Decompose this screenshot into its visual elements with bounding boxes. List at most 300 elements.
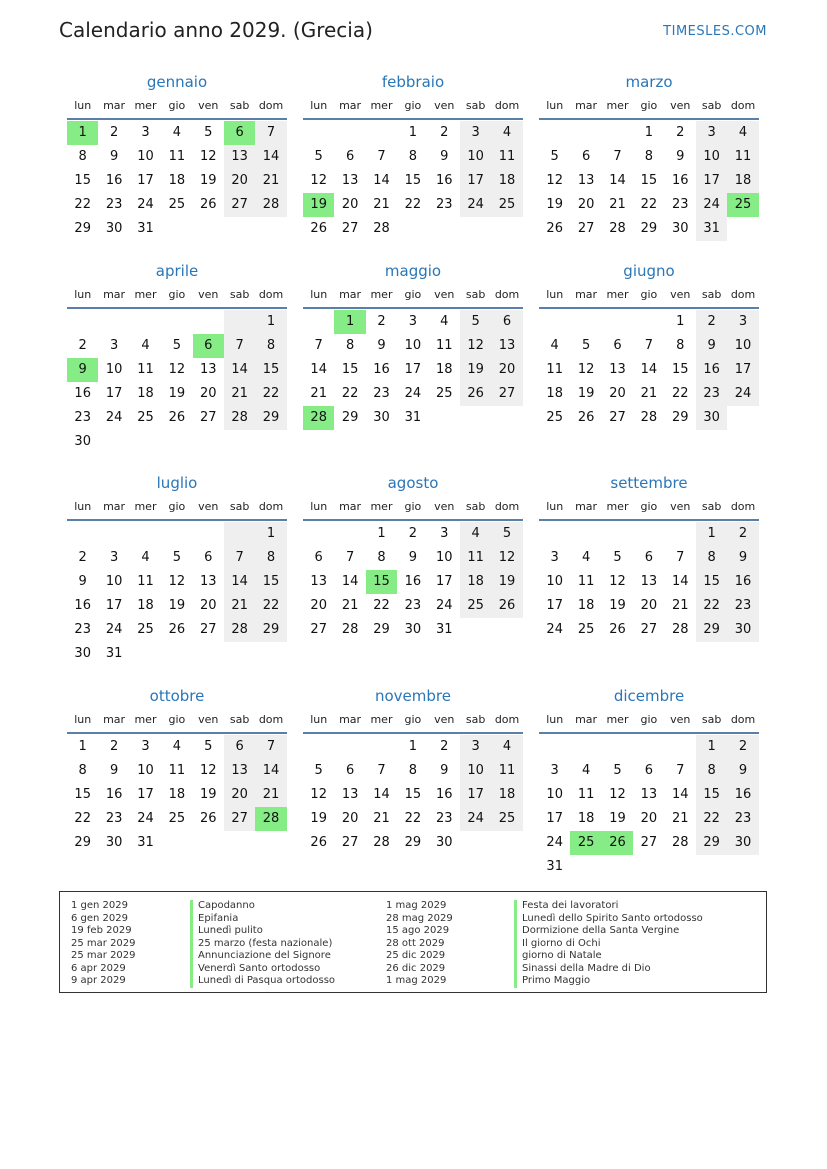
empty-cell	[161, 522, 192, 546]
weekday-label: dom	[494, 713, 520, 726]
day-cell: 19	[546, 197, 563, 212]
weekday-label: dom	[730, 288, 756, 301]
empty-cell	[727, 406, 758, 430]
weekday-label: lun	[310, 288, 328, 301]
day-cell: 8	[676, 338, 685, 353]
day-cell: 28	[224, 618, 255, 642]
day-cell: 7	[644, 338, 653, 353]
day-cell: 26	[310, 835, 327, 850]
day-cell: 17	[460, 783, 491, 807]
day-cell: 1	[408, 125, 417, 140]
empty-cell	[193, 522, 224, 546]
day-cell: 15	[255, 358, 286, 382]
day-cell: 22	[640, 197, 658, 212]
empty-cell	[161, 217, 192, 241]
empty-cell	[727, 855, 758, 879]
day-cell: 9	[440, 763, 449, 778]
legend-entry: 1 mag 2029	[386, 900, 447, 911]
empty-cell	[429, 217, 460, 241]
day-cell: 23	[671, 197, 689, 212]
day-cell: 14	[310, 362, 327, 377]
weekday-label: gio	[640, 99, 658, 112]
day-cell: 8	[255, 334, 286, 358]
day-cell: 13	[224, 145, 255, 169]
legend-entry: 1 mag 2029	[386, 975, 447, 986]
weekday-label: ven	[670, 500, 691, 513]
day-cell: 4	[141, 338, 150, 353]
day-cell: 28	[671, 835, 689, 850]
day-cell: 24	[460, 193, 491, 217]
empty-cell	[98, 430, 129, 454]
month-name: marzo	[625, 73, 673, 91]
day-cell: 9	[440, 149, 449, 164]
day-cell: 14	[373, 173, 390, 188]
day-cell: 17	[460, 169, 491, 193]
weekday-label: mar	[575, 500, 598, 513]
empty-cell	[491, 217, 522, 241]
day-cell: 19	[168, 598, 186, 613]
day-cell: 23	[727, 594, 758, 618]
day-cell: 29	[255, 618, 286, 642]
day-cell: 11	[546, 362, 563, 377]
day-cell: 7	[224, 334, 255, 358]
weekday-label: lun	[310, 99, 328, 112]
month-name: ottobre	[149, 687, 205, 705]
empty-cell	[193, 642, 224, 666]
day-cell: 17	[137, 173, 154, 188]
empty-cell	[334, 522, 365, 546]
day-cell: 28	[671, 622, 689, 637]
day-cell: 20	[199, 386, 217, 401]
day-cell: 30	[727, 618, 758, 642]
month-name: febbraio	[381, 73, 445, 91]
weekday-label: lun	[546, 288, 564, 301]
holiday-day: 6	[193, 334, 224, 358]
day-cell: 25	[137, 410, 154, 425]
empty-cell	[224, 831, 255, 855]
day-cell: 20	[224, 169, 255, 193]
holiday-legend	[59, 891, 767, 993]
weekday-label: mar	[339, 500, 362, 513]
day-cell: 16	[727, 570, 758, 594]
day-cell: 21	[310, 386, 327, 401]
day-cell: 13	[341, 787, 359, 802]
day-cell: 4	[172, 125, 181, 140]
weekday-label: sab	[465, 500, 486, 513]
day-cell: 20	[341, 197, 359, 212]
holiday-day: 28	[303, 406, 334, 430]
weekday-label: mer	[606, 500, 629, 513]
day-cell: 23	[74, 410, 91, 425]
empty-cell	[334, 735, 365, 759]
weekday-label: mar	[103, 288, 126, 301]
weekday-label: mar	[575, 713, 598, 726]
day-cell: 13	[577, 173, 595, 188]
day-cell: 26	[310, 221, 327, 236]
weekday-header	[67, 497, 287, 521]
day-cell: 26	[577, 410, 595, 425]
empty-cell	[366, 121, 397, 145]
empty-cell	[193, 831, 224, 855]
day-cell: 3	[550, 550, 559, 565]
day-cell: 18	[727, 169, 758, 193]
day-grid	[303, 735, 523, 855]
empty-cell	[303, 310, 334, 334]
day-cell: 23	[435, 197, 453, 212]
weekday-label: mer	[606, 713, 629, 726]
day-grid	[67, 310, 287, 454]
day-cell: 19	[199, 787, 217, 802]
day-cell: 10	[460, 759, 491, 783]
day-cell: 25	[137, 622, 154, 637]
empty-cell	[570, 855, 601, 879]
weekday-label: dom	[494, 500, 520, 513]
month-name: aprile	[155, 262, 199, 280]
day-cell: 19	[491, 570, 522, 594]
day-cell: 16	[404, 574, 422, 589]
holiday-day: 9	[67, 358, 98, 382]
day-cell: 25	[577, 622, 595, 637]
day-cell: 11	[460, 546, 491, 570]
day-cell: 18	[577, 598, 595, 613]
empty-cell	[491, 406, 522, 430]
day-cell: 20	[640, 598, 658, 613]
holiday-day: 26	[602, 831, 633, 855]
weekday-label: sab	[465, 99, 486, 112]
day-cell: 21	[640, 386, 658, 401]
day-cell: 5	[460, 310, 491, 334]
empty-cell	[224, 430, 255, 454]
day-cell: 10	[105, 362, 123, 377]
day-cell: 18	[168, 787, 186, 802]
legend-dates-1	[71, 900, 136, 988]
day-cell: 28	[640, 410, 658, 425]
weekday-label: mar	[103, 500, 126, 513]
empty-cell	[696, 855, 727, 879]
empty-cell	[224, 217, 255, 241]
month-febbraio	[303, 72, 523, 241]
legend-entry: 1 gen 2029	[71, 900, 129, 911]
weekday-header	[67, 710, 287, 734]
day-grid	[539, 310, 759, 430]
day-cell: 13	[199, 362, 217, 377]
day-cell: 3	[109, 550, 119, 565]
day-cell: 26	[199, 197, 217, 212]
day-cell: 4	[172, 739, 181, 754]
day-cell: 3	[727, 310, 758, 334]
weekday-label: mar	[339, 99, 362, 112]
day-cell: 28	[341, 622, 359, 637]
day-cell: 2	[696, 310, 727, 334]
day-cell: 29	[373, 622, 390, 637]
day-cell: 7	[224, 546, 255, 570]
weekday-label: lun	[310, 500, 328, 513]
day-cell: 10	[404, 338, 422, 353]
weekday-label: sab	[229, 500, 250, 513]
day-cell: 13	[310, 574, 327, 589]
day-cell: 23	[404, 598, 422, 613]
day-cell: 23	[105, 811, 123, 826]
day-cell: 26	[460, 382, 491, 406]
day-cell: 20	[609, 386, 626, 401]
empty-cell	[570, 735, 601, 759]
weekday-label: ven	[670, 288, 691, 301]
day-cell: 1	[676, 314, 685, 329]
weekday-label: sab	[229, 99, 250, 112]
day-cell: 24	[137, 811, 154, 826]
weekday-label: lun	[74, 713, 92, 726]
weekday-label: gio	[168, 500, 186, 513]
weekday-header	[539, 96, 759, 120]
empty-cell	[193, 310, 224, 334]
empty-cell	[255, 217, 286, 241]
day-cell: 26	[609, 622, 626, 637]
weekday-label: sab	[229, 288, 250, 301]
day-cell: 9	[408, 550, 417, 565]
day-cell: 25	[491, 193, 522, 217]
day-cell: 24	[105, 410, 123, 425]
day-cell: 28	[255, 193, 286, 217]
empty-cell	[460, 618, 491, 642]
day-cell: 27	[640, 835, 658, 850]
weekday-label: dom	[730, 713, 756, 726]
day-cell: 12	[199, 149, 217, 164]
day-cell: 5	[581, 338, 591, 353]
month-name: gennaio	[146, 73, 208, 91]
day-cell: 30	[671, 221, 689, 236]
day-cell: 2	[377, 314, 386, 329]
day-cell: 17	[435, 574, 453, 589]
empty-cell	[665, 855, 696, 879]
legend-names-2	[514, 900, 703, 988]
day-cell: 11	[577, 574, 595, 589]
day-cell: 26	[199, 811, 217, 826]
weekday-header	[67, 96, 287, 120]
holiday-day: 25	[570, 831, 601, 855]
day-cell: 7	[676, 763, 685, 778]
day-cell: 30	[373, 410, 390, 425]
day-cell: 2	[408, 526, 417, 541]
weekday-label: mar	[339, 288, 362, 301]
day-cell: 23	[105, 197, 123, 212]
day-cell: 18	[137, 598, 154, 613]
empty-cell	[130, 430, 161, 454]
month-ottobre	[67, 686, 287, 855]
legend-entry: Lunedì pulito	[198, 925, 263, 936]
legend-dates-2	[386, 900, 453, 988]
day-cell: 4	[550, 338, 559, 353]
legend-entry: giorno di Natale	[522, 950, 602, 961]
day-cell: 16	[671, 173, 689, 188]
empty-cell	[255, 430, 286, 454]
day-cell: 27	[199, 622, 217, 637]
day-cell: 18	[546, 386, 563, 401]
day-cell: 2	[676, 125, 685, 140]
day-cell: 6	[345, 149, 355, 164]
day-cell: 3	[141, 739, 150, 754]
day-cell: 27	[224, 807, 255, 831]
day-cell: 13	[199, 574, 217, 589]
weekday-label: mar	[339, 713, 362, 726]
day-cell: 23	[696, 382, 727, 406]
day-cell: 4	[440, 314, 449, 329]
day-cell: 16	[74, 598, 91, 613]
day-cell: 21	[373, 197, 390, 212]
day-cell: 13	[224, 759, 255, 783]
day-cell: 24	[404, 386, 422, 401]
legend-entry: 25 dic 2029	[386, 950, 446, 961]
empty-cell	[67, 522, 98, 546]
day-cell: 21	[341, 598, 359, 613]
month-name: novembre	[375, 687, 451, 705]
day-cell: 8	[78, 149, 87, 164]
day-cell: 8	[255, 546, 286, 570]
day-cell: 3	[696, 121, 727, 145]
legend-entry: 6 gen 2029	[71, 912, 129, 924]
day-cell: 13	[341, 173, 359, 188]
day-cell: 17	[404, 362, 422, 377]
day-cell: 14	[224, 358, 255, 382]
day-cell: 24	[546, 622, 563, 637]
day-cell: 16	[435, 173, 453, 188]
weekday-label: gio	[640, 288, 658, 301]
empty-cell	[570, 121, 601, 145]
day-cell: 20	[341, 811, 359, 826]
weekday-label: dom	[730, 99, 756, 112]
day-cell: 11	[435, 338, 453, 353]
day-cell: 17	[137, 787, 154, 802]
day-cell: 5	[550, 149, 559, 164]
day-cell: 17	[727, 358, 758, 382]
day-cell: 15	[671, 362, 689, 377]
empty-cell	[303, 735, 334, 759]
weekday-label: sab	[701, 288, 722, 301]
day-cell: 31	[137, 835, 154, 850]
day-cell: 9	[696, 334, 727, 358]
empty-cell	[224, 310, 255, 334]
day-cell: 10	[696, 145, 727, 169]
weekday-label: dom	[258, 99, 284, 112]
weekday-label: sab	[701, 500, 722, 513]
day-cell: 27	[224, 193, 255, 217]
day-cell: 4	[581, 550, 591, 565]
weekday-label: mer	[370, 99, 393, 112]
day-cell: 15	[255, 570, 286, 594]
weekday-header	[539, 285, 759, 309]
day-grid	[67, 735, 287, 855]
day-cell: 17	[105, 386, 123, 401]
day-cell: 11	[577, 787, 595, 802]
day-cell: 12	[577, 362, 595, 377]
day-cell: 29	[696, 831, 727, 855]
day-cell: 14	[671, 787, 689, 802]
day-cell: 18	[460, 570, 491, 594]
legend-entry: Sinassi della Madre di Dio	[522, 962, 651, 974]
weekday-label: dom	[258, 500, 284, 513]
day-cell: 20	[224, 783, 255, 807]
legend-entry: 15 ago 2029	[386, 925, 450, 936]
day-cell: 29	[404, 835, 422, 850]
day-cell: 24	[546, 835, 563, 850]
day-cell: 29	[640, 221, 658, 236]
day-cell: 7	[613, 149, 622, 164]
day-cell: 22	[373, 598, 390, 613]
weekday-header	[303, 96, 523, 120]
day-cell: 4	[491, 735, 522, 759]
empty-cell	[539, 735, 570, 759]
day-cell: 2	[109, 739, 119, 754]
day-cell: 9	[377, 338, 386, 353]
day-cell: 8	[377, 550, 386, 565]
weekday-label: dom	[258, 713, 284, 726]
empty-cell	[602, 310, 633, 334]
day-cell: 9	[109, 763, 119, 778]
day-cell: 10	[460, 145, 491, 169]
day-cell: 19	[460, 358, 491, 382]
empty-cell	[727, 217, 758, 241]
day-cell: 16	[435, 787, 453, 802]
day-cell: 22	[255, 382, 286, 406]
day-cell: 28	[224, 406, 255, 430]
weekday-label: gio	[168, 99, 186, 112]
empty-cell	[397, 217, 428, 241]
empty-cell	[255, 831, 286, 855]
day-cell: 30	[74, 646, 91, 661]
day-cell: 26	[168, 622, 186, 637]
empty-cell	[460, 831, 491, 855]
day-cell: 4	[581, 763, 591, 778]
brand-link[interactable]: TIMESLES.COM	[663, 24, 767, 39]
day-cell: 13	[609, 362, 626, 377]
weekday-label: lun	[546, 713, 564, 726]
day-cell: 5	[204, 125, 213, 140]
weekday-label: lun	[74, 288, 92, 301]
weekday-label: dom	[258, 288, 284, 301]
day-cell: 23	[435, 811, 453, 826]
legend-entry: Festa dei lavoratori	[522, 900, 619, 911]
empty-cell	[334, 121, 365, 145]
day-cell: 14	[341, 574, 359, 589]
day-cell: 11	[168, 763, 186, 778]
day-cell: 31	[435, 622, 453, 637]
day-cell: 27	[491, 382, 522, 406]
day-cell: 29	[696, 618, 727, 642]
weekday-label: mer	[606, 288, 629, 301]
day-cell: 10	[137, 149, 154, 164]
day-cell: 2	[440, 125, 449, 140]
weekday-label: ven	[434, 500, 455, 513]
weekday-label: gio	[168, 713, 186, 726]
day-cell: 16	[105, 173, 123, 188]
day-cell: 12	[168, 574, 186, 589]
holiday-day: 1	[67, 121, 98, 145]
weekday-label: ven	[198, 288, 219, 301]
weekday-label: mer	[370, 713, 393, 726]
legend-entry: Epifania	[198, 912, 239, 924]
day-cell: 20	[491, 358, 522, 382]
weekday-header	[303, 710, 523, 734]
day-cell: 24	[460, 807, 491, 831]
weekday-label: mar	[575, 288, 598, 301]
day-cell: 15	[74, 173, 91, 188]
empty-cell	[665, 735, 696, 759]
empty-cell	[539, 522, 570, 546]
day-cell: 23	[74, 622, 91, 637]
day-cell: 15	[640, 173, 658, 188]
day-cell: 22	[696, 807, 727, 831]
day-cell: 17	[546, 811, 563, 826]
day-cell: 25	[546, 410, 563, 425]
